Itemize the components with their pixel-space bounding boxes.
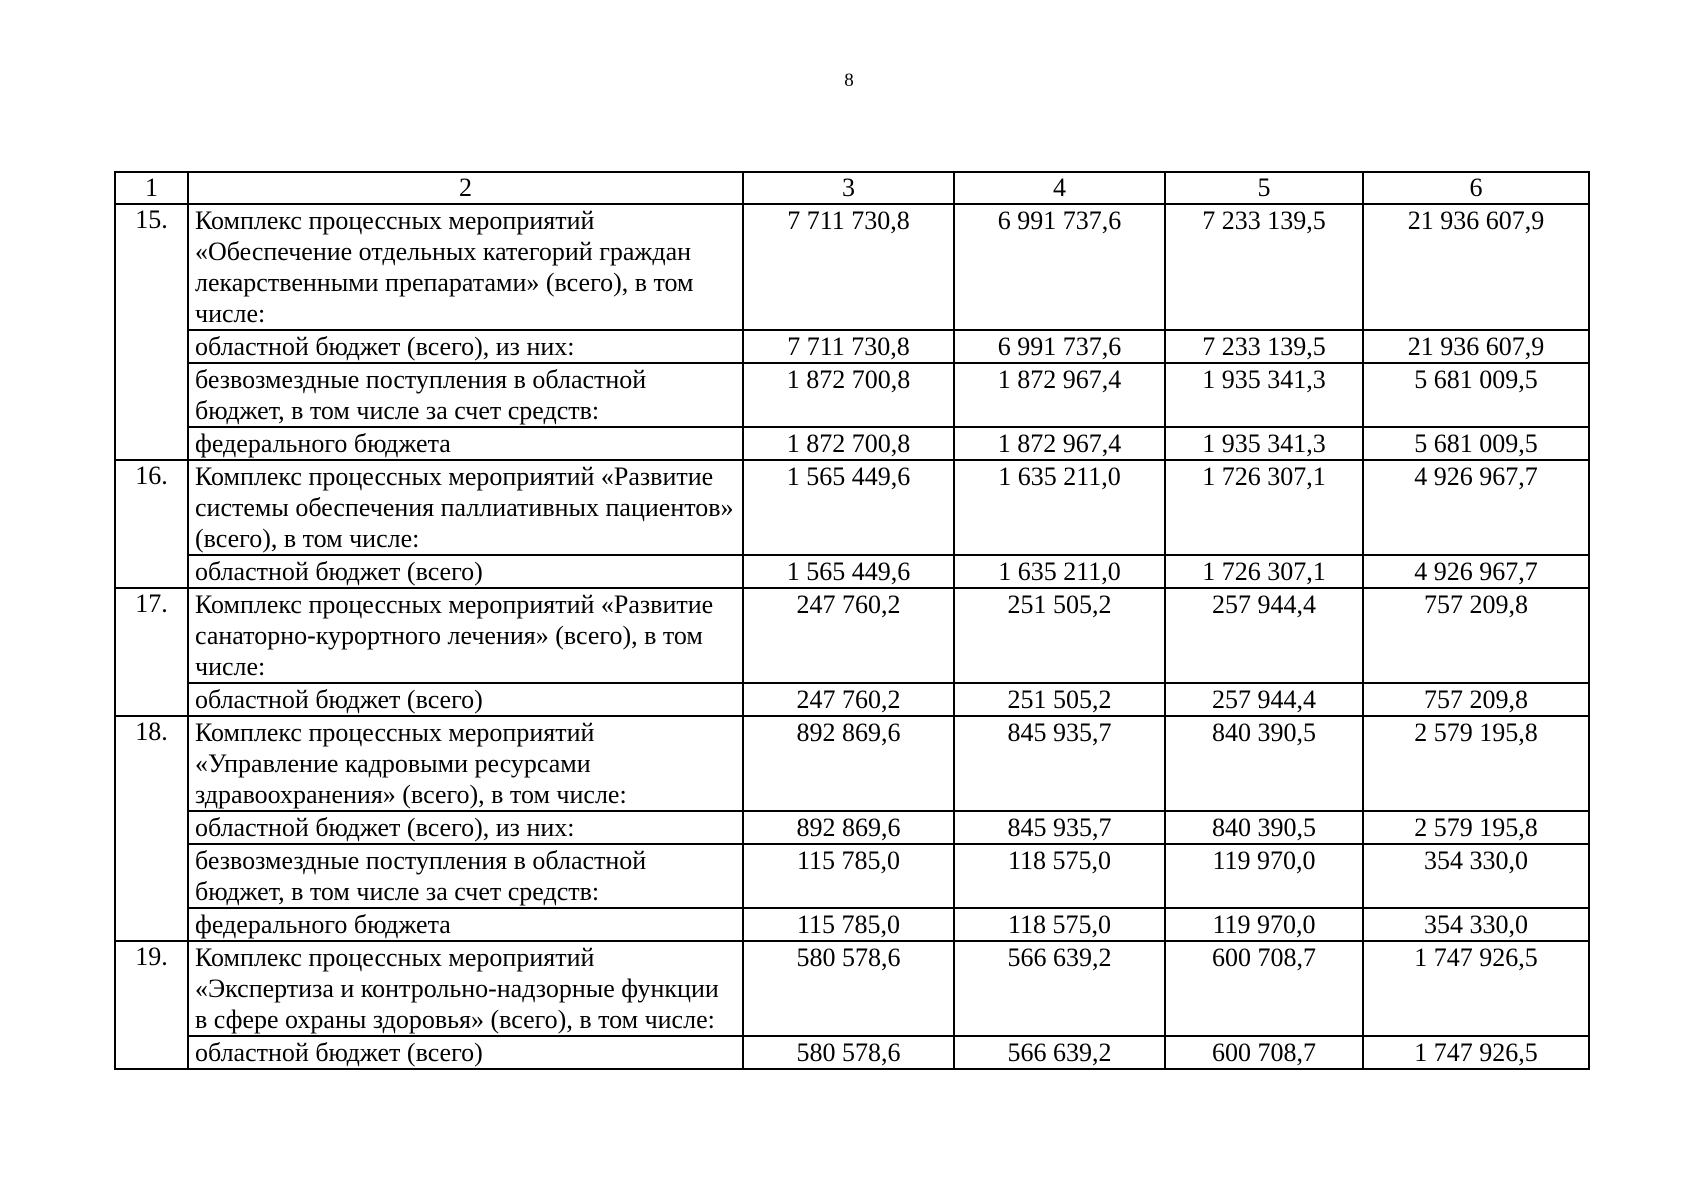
table-row — [115, 683, 1589, 716]
value-cell: 118 575,0 — [954, 844, 1165, 908]
value-cell: 7 233 139,5 — [1165, 330, 1363, 363]
value-cell: 115 785,0 — [743, 908, 954, 941]
value-cell: 600 708,7 — [1165, 1036, 1363, 1069]
value-cell: 580 578,6 — [743, 1036, 954, 1069]
value-cell: 257 944,4 — [1165, 588, 1363, 683]
value-cell: 845 935,7 — [954, 811, 1165, 844]
value-cell: 354 330,0 — [1363, 908, 1589, 941]
value-cell: 580 578,6 — [743, 941, 954, 1036]
row-label: федерального бюджета — [188, 427, 743, 460]
value-cell: 840 390,5 — [1165, 811, 1363, 844]
row-label: безвозмездные поступления в областной бюджет, в том числе за счет средств: — [188, 363, 743, 427]
column-header: 5 — [1165, 172, 1363, 204]
value-cell: 1 635 211,0 — [954, 460, 1165, 555]
value-cell: 2 579 195,8 — [1363, 811, 1589, 844]
table-header-row — [115, 172, 1589, 204]
row-index: 19. — [115, 941, 188, 1069]
table-row — [115, 844, 1589, 908]
value-cell: 600 708,7 — [1165, 941, 1363, 1036]
budget-table — [114, 171, 1590, 1070]
table-row — [115, 588, 1589, 683]
value-cell: 21 936 607,9 — [1363, 330, 1589, 363]
value-cell: 247 760,2 — [743, 588, 954, 683]
table-row — [115, 716, 1589, 811]
value-cell: 7 711 730,8 — [743, 330, 954, 363]
value-cell: 2 579 195,8 — [1363, 716, 1589, 811]
value-cell: 1 635 211,0 — [954, 555, 1165, 588]
value-cell: 119 970,0 — [1165, 844, 1363, 908]
value-cell: 5 681 009,5 — [1363, 363, 1589, 427]
column-header: 4 — [954, 172, 1165, 204]
value-cell: 1 872 700,8 — [743, 363, 954, 427]
value-cell: 1 872 967,4 — [954, 363, 1165, 427]
value-cell: 566 639,2 — [954, 1036, 1165, 1069]
value-cell: 7 711 730,8 — [743, 204, 954, 330]
row-label: областной бюджет (всего) — [188, 683, 743, 716]
row-index: 18. — [115, 716, 188, 941]
table-row — [115, 811, 1589, 844]
row-index: 15. — [115, 204, 188, 460]
row-label: Комплекс процессных мероприятий «Обеспечение отдельных категорий граждан лекарственными препаратами» (всего), в том числе: — [188, 204, 743, 330]
table-body — [115, 204, 1589, 1069]
value-cell: 892 869,6 — [743, 716, 954, 811]
table-row — [115, 330, 1589, 363]
value-cell: 840 390,5 — [1165, 716, 1363, 811]
value-cell: 845 935,7 — [954, 716, 1165, 811]
value-cell: 757 209,8 — [1363, 683, 1589, 716]
value-cell: 118 575,0 — [954, 908, 1165, 941]
row-label: федерального бюджета — [188, 908, 743, 941]
value-cell: 21 936 607,9 — [1363, 204, 1589, 330]
value-cell: 7 233 139,5 — [1165, 204, 1363, 330]
row-label: Комплекс процессных мероприятий «Экспертиза и контрольно-надзорные функции в сфере охраны здоровья» (всего), в том числе: — [188, 941, 743, 1036]
column-header: 2 — [188, 172, 743, 204]
row-label: Комплекс процессных мероприятий «Развитие системы обеспечения паллиативных пациентов» (всего), в том числе: — [188, 460, 743, 555]
row-label: Комплекс процессных мероприятий «Развитие санаторно-курортного лечения» (всего), в том числе: — [188, 588, 743, 683]
value-cell: 5 681 009,5 — [1363, 427, 1589, 460]
column-header: 6 — [1363, 172, 1589, 204]
value-cell: 257 944,4 — [1165, 683, 1363, 716]
value-cell: 1 747 926,5 — [1363, 1036, 1589, 1069]
value-cell: 4 926 967,7 — [1363, 460, 1589, 555]
table-row — [115, 555, 1589, 588]
table-row — [115, 1036, 1589, 1069]
table-row — [115, 941, 1589, 1036]
value-cell: 1 726 307,1 — [1165, 460, 1363, 555]
value-cell: 757 209,8 — [1363, 588, 1589, 683]
row-label: безвозмездные поступления в областной бюджет, в том числе за счет средств: — [188, 844, 743, 908]
row-label: Комплекс процессных мероприятий «Управление кадровыми ресурсами здравоохранения» (всего), в том числе: — [188, 716, 743, 811]
row-label: областной бюджет (всего) — [188, 1036, 743, 1069]
value-cell: 247 760,2 — [743, 683, 954, 716]
table-row — [115, 427, 1589, 460]
value-cell: 1 935 341,3 — [1165, 363, 1363, 427]
value-cell: 566 639,2 — [954, 941, 1165, 1036]
value-cell: 1 872 967,4 — [954, 427, 1165, 460]
value-cell: 6 991 737,6 — [954, 204, 1165, 330]
row-label: областной бюджет (всего) — [188, 555, 743, 588]
value-cell: 251 505,2 — [954, 588, 1165, 683]
row-index: 17. — [115, 588, 188, 716]
value-cell: 1 565 449,6 — [743, 460, 954, 555]
value-cell: 1 935 341,3 — [1165, 427, 1363, 460]
value-cell: 119 970,0 — [1165, 908, 1363, 941]
table-row — [115, 204, 1589, 330]
column-header: 3 — [743, 172, 954, 204]
value-cell: 6 991 737,6 — [954, 330, 1165, 363]
value-cell: 1 565 449,6 — [743, 555, 954, 588]
page-number: 8 — [844, 70, 854, 91]
row-index: 16. — [115, 460, 188, 588]
value-cell: 354 330,0 — [1363, 844, 1589, 908]
row-label: областной бюджет (всего), из них: — [188, 330, 743, 363]
table-row — [115, 363, 1589, 427]
value-cell: 1 747 926,5 — [1363, 941, 1589, 1036]
table-row — [115, 460, 1589, 555]
value-cell: 4 926 967,7 — [1363, 555, 1589, 588]
value-cell: 1 726 307,1 — [1165, 555, 1363, 588]
table-row — [115, 908, 1589, 941]
value-cell: 892 869,6 — [743, 811, 954, 844]
column-header: 1 — [115, 172, 188, 204]
row-label: областной бюджет (всего), из них: — [188, 811, 743, 844]
value-cell: 251 505,2 — [954, 683, 1165, 716]
value-cell: 115 785,0 — [743, 844, 954, 908]
value-cell: 1 872 700,8 — [743, 427, 954, 460]
